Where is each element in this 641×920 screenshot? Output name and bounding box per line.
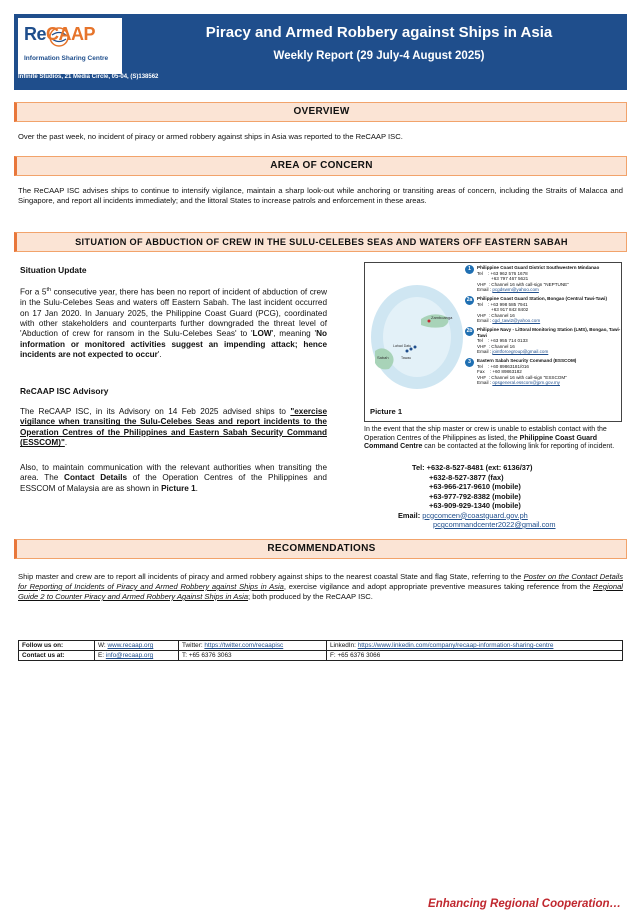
advisory-contact-text bbox=[20, 463, 327, 494]
update-text-part: consecutive year, there has been no report of incident of abduction of crew in the Sulu-Celebes Seas and waters off Eastern Sabah. The last incident occurred on 17 Jan 2020. In January 2025, the Philippine Coast Guard (PCG), coordinated with other stakeholders and counterparts further downgraded the threat level of 'Abduction of crew for ransom in the Sulu-Celebes Seas' to ' bbox=[20, 287, 327, 339]
rec-text-part: ; both produced by the ReCAAP ISC. bbox=[248, 592, 373, 601]
area-of-concern-text: The ReCAAP ISC advises ships to continue to intensify vigilance, maintain a sharp look-out while anchoring or transiting areas of concern, including the Straits of Malacca and Singapore, and report all incidents immediately; and the littoral States to increase patrols and enforcement in these areas. bbox=[18, 186, 623, 205]
contact-detail-line: Tel : +63 955 714 0133 bbox=[477, 338, 528, 344]
contact-detail-line: Tel : +60 89863181/016 bbox=[477, 363, 529, 369]
contact-number-badge: 2a bbox=[466, 296, 473, 303]
pcg-email-row bbox=[398, 511, 556, 521]
pcg-mobile-1: +63-966-217-9610 (mobile) bbox=[429, 482, 521, 491]
logo-caap-text: CAAP bbox=[46, 24, 96, 44]
pcg-tel: Tel: +632-8-527-8481 (ext: 6136/37) bbox=[412, 463, 533, 472]
website-label: W: bbox=[98, 642, 108, 649]
twitter-label: Twitter: bbox=[182, 642, 205, 649]
email-link[interactable]: info@recaap.org bbox=[105, 652, 154, 659]
contact-email-label: Email : bbox=[477, 380, 493, 386]
contact-label: Contact us at: bbox=[19, 651, 95, 661]
contact-email-line bbox=[477, 318, 621, 324]
pcg-email-row-2 bbox=[412, 520, 556, 530]
follow-label: Follow us on: bbox=[19, 641, 95, 651]
contact-detail-line: VHF : Channel 16 bbox=[477, 343, 515, 349]
pcg-email-link-2[interactable]: pcgcommandcenter2022@gmail.com bbox=[433, 520, 556, 529]
twitter-cell bbox=[179, 641, 327, 651]
pcg-command-centre-name: Philippine Coast Guard Command Centre bbox=[364, 434, 598, 451]
website-link[interactable]: www.recaap.org bbox=[107, 642, 154, 649]
advisory-text-part: of the Operation Centres of the Philippines and ESSCOM of Malaysia are as shown in bbox=[20, 473, 327, 493]
advisory-text bbox=[20, 407, 327, 449]
recommendations-heading: RECOMMENDATIONS bbox=[14, 539, 627, 559]
pcg-fax: +632-8-527-3877 (fax) bbox=[429, 472, 504, 482]
contact-org-name: Philippine Coast Guard Station, Bongao (Central Tawi-Tawi) bbox=[477, 295, 607, 301]
map-label-sabah: Sabah bbox=[377, 355, 389, 360]
linkedin-link[interactable]: https://www.linkedin.com/company/recaap-information-sharing-centre bbox=[357, 642, 554, 649]
advisory-text-part: . bbox=[195, 483, 198, 493]
pcg-email-label: Email: bbox=[398, 510, 423, 520]
contact-email-line bbox=[477, 380, 621, 386]
sulu-celebes-map bbox=[367, 265, 463, 405]
pcg-command-centre-note bbox=[364, 426, 622, 452]
advisory-quote: "exercise vigilance when transiting the Sulu-Celebes Seas and report incidents to the Operation Centres of the Philippines and Eastern Sabah Security Command (ESSCOM)" bbox=[20, 407, 327, 448]
contact-detail-line: Fax : +60 89863182 bbox=[477, 369, 522, 375]
contact-detail-line: +63 797 467 5621 bbox=[477, 276, 529, 282]
contact-detail-line: Tel : +63 962 576 1678 bbox=[477, 270, 528, 276]
contact-email-link[interactable]: opsgeneral.esscom@jpm.gov.my bbox=[492, 380, 560, 386]
situation-update-text bbox=[20, 285, 327, 361]
email-label: E: bbox=[98, 652, 106, 659]
contact-email-link[interactable]: pcgdswm@yahoo.com bbox=[492, 287, 539, 293]
contact-email-label: Email : bbox=[477, 287, 493, 293]
contact-detail-line: +63 917 842 8402 bbox=[477, 307, 529, 313]
report-title: Piracy and Armed Robbery against Ships in Asia bbox=[205, 24, 553, 41]
pcg-mobile-2: +63-977-792-8382 (mobile) bbox=[429, 491, 521, 501]
poster-link[interactable]: Poster on the Contact Details for Reporting of Incidents of Piracy and Armed Robbery against Ships in Asia bbox=[18, 572, 623, 591]
picture-contact-entry bbox=[465, 265, 621, 293]
contact-number-badge: 1 bbox=[465, 265, 474, 274]
footer-contact-table bbox=[18, 640, 623, 661]
overview-heading: OVERVIEW bbox=[14, 102, 627, 122]
threat-level-low: LOW bbox=[252, 329, 272, 339]
contact-email-link[interactable]: jointforcegroup@gmail.com bbox=[492, 349, 549, 355]
contact-detail-line: Tel : +63 998 585 7941 bbox=[477, 301, 528, 307]
picture-caption: Picture 1 bbox=[370, 407, 403, 416]
contact-number-badge: 2b bbox=[466, 327, 473, 334]
linkedin-cell bbox=[327, 641, 623, 651]
pcg-contact-numbers bbox=[398, 463, 556, 530]
twitter-link[interactable]: https://twitter.com/recaapisc bbox=[204, 642, 284, 649]
situation-update-title: Situation Update bbox=[20, 265, 87, 275]
header-address: Infinite Studios, 21 Media Circle, 05-04, (S)138562 bbox=[18, 74, 159, 80]
report-header bbox=[14, 14, 627, 82]
regional-guide-link[interactable]: Regional Guide 2 to Counter Piracy and Armed Robbery Against Ships in Asia bbox=[18, 582, 623, 601]
contact-email-label: Email : bbox=[477, 349, 493, 355]
abduction-heading: SITUATION OF ABDUCTION OF CREW IN THE SULU-CELEBES SEAS AND WATERS OFF EASTERN SABAH bbox=[14, 232, 627, 252]
contact-org-name: Philippine Coast Guard District Southwestern Mindanao bbox=[477, 265, 600, 270]
contact-email-line bbox=[477, 349, 621, 355]
phone-cell: T: +65 6376 3063 bbox=[179, 651, 327, 661]
advisory-text-part: The ReCAAP ISC, in its Advisory on 14 Feb 2025 advised ships to bbox=[20, 407, 291, 416]
contact-number-badge: 3 bbox=[465, 358, 474, 367]
advisory-contact-details: Contact Details bbox=[64, 473, 128, 483]
logo-subtitle: Information Sharing Centre bbox=[24, 55, 109, 62]
recommendations-text bbox=[18, 572, 623, 602]
map-label-lahad-datu: Lahad Datu bbox=[393, 344, 412, 348]
report-period: Weekly Report (29 July-4 August 2025) bbox=[273, 50, 485, 62]
rec-text-part: , exercise vigilance and adopt appropriate preventive measures taking reference from the bbox=[283, 582, 594, 591]
update-text-part: ', meaning ' bbox=[271, 329, 317, 339]
tagline: Enhancing Regional Cooperation… bbox=[428, 898, 621, 910]
pcg-email-link-1[interactable]: pcgcomcen@coastguard.gov.ph bbox=[422, 510, 528, 520]
advisory-title: ReCAAP ISC Advisory bbox=[20, 386, 109, 396]
picture-contact-list bbox=[465, 265, 621, 389]
contact-detail-line: VHF : Channel 16 with call-sign "NEPTUNE" bbox=[477, 281, 569, 287]
fax-cell: F: +65 6376 3066 bbox=[327, 651, 623, 661]
contact-email-link[interactable]: cgd_tawi2@yahoo.com bbox=[492, 318, 541, 324]
area-of-concern-heading: AREA OF CONCERN bbox=[14, 156, 627, 176]
picture-contact-entry bbox=[465, 296, 621, 324]
website-cell bbox=[95, 641, 179, 651]
note-text-part: can be contacted at the following link for reporting of incident. bbox=[422, 443, 615, 451]
recaap-logo bbox=[18, 18, 122, 74]
email-cell bbox=[95, 651, 179, 661]
footer-follow-row bbox=[19, 641, 623, 651]
advisory-text-part: . bbox=[64, 438, 68, 448]
overview-text: Over the past week, no incident of piracy or armed robbery against ships in Asia was reported to the ReCAAP ISC. bbox=[18, 132, 403, 141]
threat-level-meaning: No information or monitored activities suggest an impending attack; hence incidents are not expected to occur bbox=[20, 329, 327, 360]
linkedin-label: LinkedIn: bbox=[330, 642, 358, 649]
pcg-mobile-3: +63-909-929-1340 (mobile) bbox=[429, 501, 521, 510]
map-label-tawau: Tawau bbox=[401, 356, 412, 360]
update-text-part: '. bbox=[157, 350, 162, 360]
map-label-zamboanga: Zamboanga bbox=[431, 315, 453, 320]
update-superscript: th bbox=[46, 287, 52, 293]
update-text-part: For a 5 bbox=[20, 287, 47, 297]
contact-detail-line: VHF : Channel 16 with call-sign "ESSCOM" bbox=[477, 374, 567, 380]
footer-contact-row bbox=[19, 651, 623, 661]
contact-detail-line: VHF : Channel 16 bbox=[477, 312, 515, 318]
rec-text-part: Ship master and crew are to report all incidents of piracy and armed robbery against ships to the nearest coastal State and flag State, referring to the bbox=[18, 572, 524, 581]
header-address-bar bbox=[14, 82, 627, 90]
logo-re-text: Re bbox=[24, 24, 47, 44]
picture-1-contacts-figure bbox=[364, 262, 622, 422]
advisory-picture-ref: Picture 1 bbox=[161, 483, 196, 493]
picture-contact-entry bbox=[465, 358, 621, 386]
picture-contact-entry bbox=[465, 327, 621, 355]
logo-wordmark bbox=[24, 24, 95, 45]
advisory-text-part: Also, to maintain communication with the relevant authorities when transiting the area. The bbox=[20, 463, 327, 483]
contact-email-label: Email : bbox=[477, 318, 493, 324]
contact-org-name: Eastern Sabah Security Command (ESSCOM) bbox=[477, 357, 577, 363]
contact-email-line bbox=[477, 287, 621, 293]
note-text-part: In the event that the ship master or crew is unable to establish contact with the Operation Centres of the Philippines as listed, the bbox=[364, 426, 607, 442]
contact-org-name: Philippine Navy - Littoral Monitoring Station (LMS), Bongao, Tawi-Tawi bbox=[477, 326, 621, 338]
